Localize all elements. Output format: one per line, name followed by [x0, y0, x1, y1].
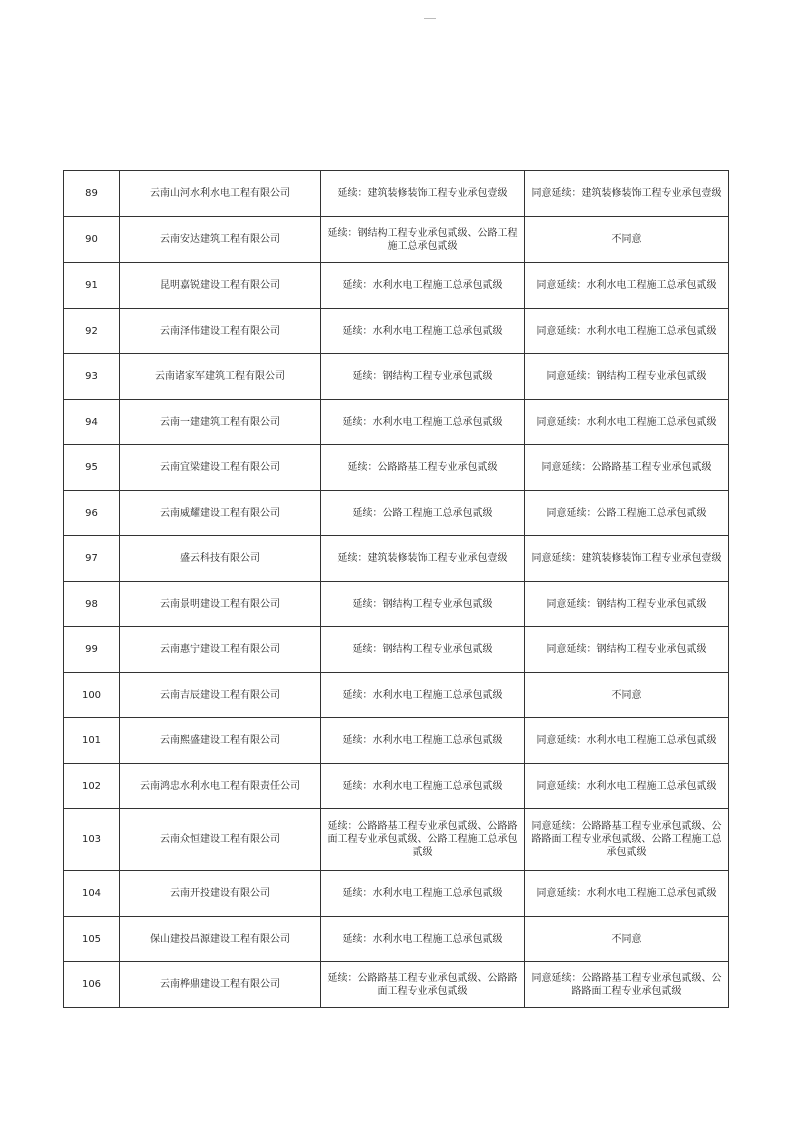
approval-result: 同意延续：钢结构工程专业承包贰级	[525, 354, 729, 400]
application-item: 延续：公路路基工程专业承包贰级、公路路面工程专业承包贰级、公路工程施工总承包贰级	[321, 809, 525, 871]
approval-result: 同意延续：公路路基工程专业承包贰级、公路路面工程专业承包贰级	[525, 962, 729, 1008]
company-name: 云南诸家军建筑工程有限公司	[120, 354, 321, 400]
approval-result: 同意延续：水利水电工程施工总承包贰级	[525, 309, 729, 354]
table-row	[64, 491, 729, 536]
approval-result: 同意延续：公路路基工程专业承包贰级	[525, 445, 729, 491]
approval-result: 同意延续：公路路基工程专业承包贰级、公路路面工程专业承包贰级、公路工程施工总承包贰级	[525, 809, 729, 871]
application-item: 延续：公路路基工程专业承包贰级	[321, 445, 525, 491]
approval-table-body	[64, 171, 729, 1008]
table-row	[64, 718, 729, 764]
company-name: 云南众恒建设工程有限公司	[120, 809, 321, 871]
company-name: 云南威耀建设工程有限公司	[120, 491, 321, 536]
approval-result: 同意延续：水利水电工程施工总承包贰级	[525, 400, 729, 445]
application-item: 延续：水利水电工程施工总承包贰级	[321, 917, 525, 962]
application-item: 延续：钢结构工程专业承包贰级、公路工程施工总承包贰级	[321, 217, 525, 263]
row-number: 93	[64, 354, 120, 400]
application-item: 延续：水利水电工程施工总承包贰级	[321, 673, 525, 718]
row-number: 102	[64, 764, 120, 809]
company-name: 云南安达建筑工程有限公司	[120, 217, 321, 263]
approval-result: 同意延续：水利水电工程施工总承包贰级	[525, 764, 729, 809]
row-number: 106	[64, 962, 120, 1008]
row-number: 99	[64, 627, 120, 673]
row-number: 96	[64, 491, 120, 536]
application-item: 延续：公路路基工程专业承包贰级、公路路面工程专业承包贰级	[321, 962, 525, 1008]
approval-result: 不同意	[525, 673, 729, 718]
table-row	[64, 627, 729, 673]
approval-result: 同意延续：水利水电工程施工总承包贰级	[525, 871, 729, 917]
row-number: 98	[64, 582, 120, 627]
approval-result: 不同意	[525, 917, 729, 962]
table-row	[64, 673, 729, 718]
table-row	[64, 536, 729, 582]
application-item: 延续：水利水电工程施工总承包贰级	[321, 309, 525, 354]
row-number: 91	[64, 263, 120, 309]
company-name: 云南桦鼎建设工程有限公司	[120, 962, 321, 1008]
row-number: 105	[64, 917, 120, 962]
table-row	[64, 354, 729, 400]
row-number: 100	[64, 673, 120, 718]
row-number: 103	[64, 809, 120, 871]
approval-result: 同意延续：建筑装修装饰工程专业承包壹级	[525, 171, 729, 217]
company-name: 云南景明建设工程有限公司	[120, 582, 321, 627]
table-row	[64, 217, 729, 263]
application-item: 延续：建筑装修装饰工程专业承包壹级	[321, 171, 525, 217]
table-row	[64, 400, 729, 445]
application-item: 延续：水利水电工程施工总承包贰级	[321, 764, 525, 809]
application-item: 延续：水利水电工程施工总承包贰级	[321, 400, 525, 445]
approval-result: 不同意	[525, 217, 729, 263]
table-row	[64, 263, 729, 309]
application-item: 延续：水利水电工程施工总承包贰级	[321, 871, 525, 917]
company-name: 云南鸿忠水利水电工程有限责任公司	[120, 764, 321, 809]
table-row	[64, 962, 729, 1008]
application-item: 延续：钢结构工程专业承包贰级	[321, 582, 525, 627]
row-number: 97	[64, 536, 120, 582]
approval-result: 同意延续：钢结构工程专业承包贰级	[525, 582, 729, 627]
table-row	[64, 309, 729, 354]
approval-table	[63, 170, 729, 1008]
row-number: 104	[64, 871, 120, 917]
application-item: 延续：建筑装修装饰工程专业承包壹级	[321, 536, 525, 582]
approval-result: 同意延续：水利水电工程施工总承包贰级	[525, 263, 729, 309]
approval-result: 同意延续：公路工程施工总承包贰级	[525, 491, 729, 536]
row-number: 94	[64, 400, 120, 445]
approval-result: 同意延续：水利水电工程施工总承包贰级	[525, 718, 729, 764]
approval-result: 同意延续：建筑装修装饰工程专业承包壹级	[525, 536, 729, 582]
company-name: 保山建投昌源建设工程有限公司	[120, 917, 321, 962]
approval-result: 同意延续：钢结构工程专业承包贰级	[525, 627, 729, 673]
table-row	[64, 809, 729, 871]
company-name: 昆明嘉锐建设工程有限公司	[120, 263, 321, 309]
row-number: 95	[64, 445, 120, 491]
table-row	[64, 445, 729, 491]
row-number: 89	[64, 171, 120, 217]
table-row	[64, 171, 729, 217]
application-item: 延续：水利水电工程施工总承包贰级	[321, 263, 525, 309]
table-row	[64, 871, 729, 917]
application-item: 延续：钢结构工程专业承包贰级	[321, 627, 525, 673]
company-name: 云南开投建设有限公司	[120, 871, 321, 917]
company-name: 云南宜梁建设工程有限公司	[120, 445, 321, 491]
table-row	[64, 582, 729, 627]
company-name: 云南山河水利水电工程有限公司	[120, 171, 321, 217]
company-name: 云南熙盛建设工程有限公司	[120, 718, 321, 764]
row-number: 90	[64, 217, 120, 263]
company-name: 云南一建建筑工程有限公司	[120, 400, 321, 445]
table-row	[64, 764, 729, 809]
scan-mark	[424, 18, 436, 19]
company-name: 云南吉辰建设工程有限公司	[120, 673, 321, 718]
company-name: 盛云科技有限公司	[120, 536, 321, 582]
company-name: 云南泽伟建设工程有限公司	[120, 309, 321, 354]
application-item: 延续：钢结构工程专业承包贰级	[321, 354, 525, 400]
application-item: 延续：公路工程施工总承包贰级	[321, 491, 525, 536]
table-row	[64, 917, 729, 962]
row-number: 101	[64, 718, 120, 764]
company-name: 云南惠宁建设工程有限公司	[120, 627, 321, 673]
row-number: 92	[64, 309, 120, 354]
application-item: 延续：水利水电工程施工总承包贰级	[321, 718, 525, 764]
